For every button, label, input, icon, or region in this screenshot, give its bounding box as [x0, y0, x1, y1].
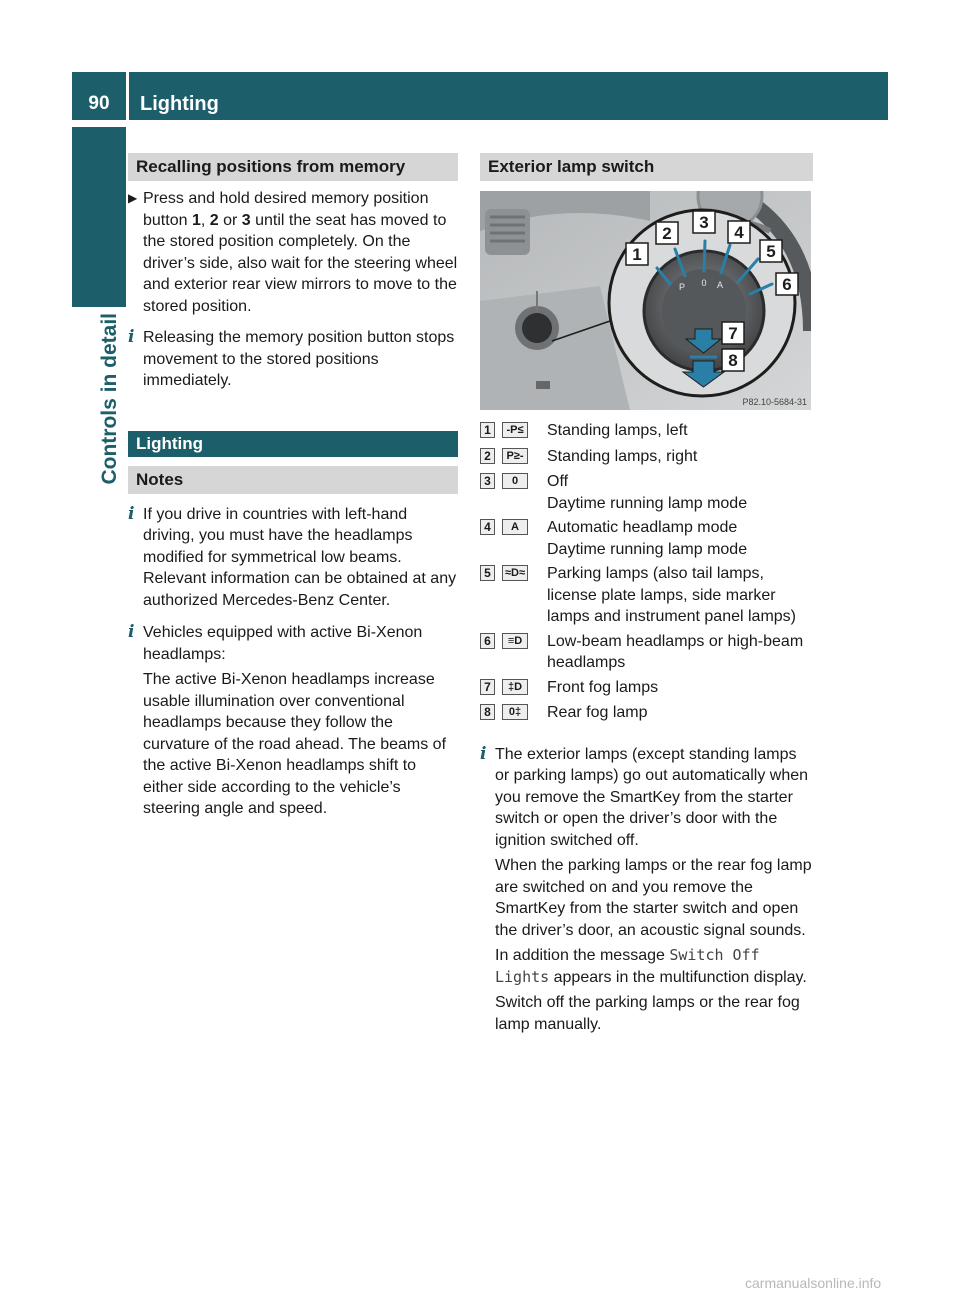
note-bi-xenon: i Vehicles equipped with active Bi-Xenon headlamps: The active Bi-Xenon headlamps increase usable illumination over conventional headlamps because they follow the curvature of the road ahead. The beams of the active Bi-Xenon headlamps shift to either side according to the vehicle’s steering angle and speed.	[128, 622, 447, 817]
watermark: carmanualsonline.info	[745, 1275, 882, 1291]
legend-number: 8	[480, 704, 495, 720]
header-divider	[126, 72, 129, 120]
legend-number: 2	[480, 448, 495, 464]
legend-number: 1	[480, 422, 495, 438]
low-beam-icon: ≡D	[502, 633, 528, 649]
right-column	[480, 153, 813, 1035]
exterior-lamp-switch-heading: Exterior lamp switch	[480, 153, 813, 181]
page-number: 90	[88, 93, 110, 114]
display-message: Switch Off Lights	[495, 946, 760, 986]
callout-1: 1	[632, 245, 642, 264]
legend-item: 5 ≈D≈ Parking lamps (also tail lamps, license plate lamps, side marker lamps and instrument panel lamps)	[480, 563, 813, 628]
note-left-hand-driving: i If you drive in countries with left-hand driving, you must have the headlamps modified for symmetrical low beams. Relevant information can be obtained at any authorized Mercedes-Benz Center.	[128, 503, 457, 609]
callout-2: 2	[662, 224, 672, 243]
standing-lamp-right-icon: P≥-	[502, 448, 528, 464]
legend-number: 7	[480, 679, 495, 695]
auto-headlamp-icon: A	[502, 519, 528, 535]
sidebar-section-title: Controls in detail	[98, 313, 121, 485]
legend-number: 4	[480, 519, 495, 535]
recall-step: ▶ Press and hold desired memory position button 1, 2 or 3 until the seat has moved to the stored position completely. On the driver’s side, also wait for the steering wheel and exterior rear view mirrors to move to the stored position.	[128, 190, 458, 315]
callout-4: 4	[734, 223, 744, 242]
rear-fog-lamp-icon: 0‡	[502, 704, 528, 720]
figure-code: P82.10-5684-31	[742, 397, 807, 407]
callout-5: 5	[766, 242, 776, 261]
legend-list	[480, 420, 813, 724]
callout-7: 7	[728, 324, 738, 343]
callout-8: 8	[728, 351, 738, 370]
legend-number: 3	[480, 473, 495, 489]
legend-item: 7 ‡D Front fog lamps	[480, 677, 813, 699]
info-icon: i	[128, 503, 135, 524]
info-icon: i	[480, 743, 487, 764]
recall-info: i Releasing the memory position button stops movement to the stored positions immediately.	[128, 327, 455, 389]
exterior-lamps-info: i The exterior lamps (except standing lamps or parking lamps) go out automatically when you remove the SmartKey from the starter switch or open the driver’s door with the ignition switched off. When the parking lamps or the rear fog lamp are switched on and you remove the SmartKey from the starter switch and open the driver’s door, an acoustic signal sounds. In addition the message Switch Off Lights appears in the multifunction display. Switch off the parking lamps or the rear fog lamp manually.	[480, 743, 812, 1033]
legend-item: 6 ≡D Low-beam headlamps or high-beam headlamps	[480, 631, 813, 674]
lamp-switch-figure	[480, 191, 811, 410]
page-title: Lighting	[140, 93, 219, 115]
notes-heading: Notes	[128, 466, 458, 494]
legend-number: 5	[480, 565, 495, 581]
callout-6: 6	[782, 275, 792, 294]
standing-lamp-left-icon: -P≤	[502, 422, 528, 438]
lamp-switch-illustration	[480, 191, 811, 410]
off-icon: 0	[502, 473, 528, 489]
left-column	[128, 153, 458, 820]
legend-item: 2 P≥- Standing lamps, right	[480, 446, 813, 468]
legend-item: 1 -P≤ Standing lamps, left	[480, 420, 813, 442]
parking-lamps-icon: ≈D≈	[502, 565, 528, 581]
dial-label-a: A	[716, 280, 724, 290]
dial-label-0: 0	[701, 278, 707, 288]
info-icon: i	[128, 327, 135, 347]
step-arrow-icon: ▶	[128, 191, 138, 205]
front-fog-lamp-icon: ‡D	[502, 679, 528, 695]
legend-item: 3 0 Off Daytime running lamp mode	[480, 471, 813, 514]
recall-heading: Recalling positions from memory	[128, 153, 458, 181]
legend-item: 4 A Automatic headlamp mode Daytime running lamp mode	[480, 517, 813, 560]
legend-item: 8 0‡ Rear fog lamp	[480, 702, 813, 724]
info-icon: i	[128, 622, 135, 642]
sidebar-block	[72, 127, 126, 307]
legend-number: 6	[480, 633, 495, 649]
lighting-heading: Lighting	[128, 431, 458, 457]
callout-3: 3	[699, 213, 709, 232]
dial-label-p: P	[678, 282, 686, 292]
